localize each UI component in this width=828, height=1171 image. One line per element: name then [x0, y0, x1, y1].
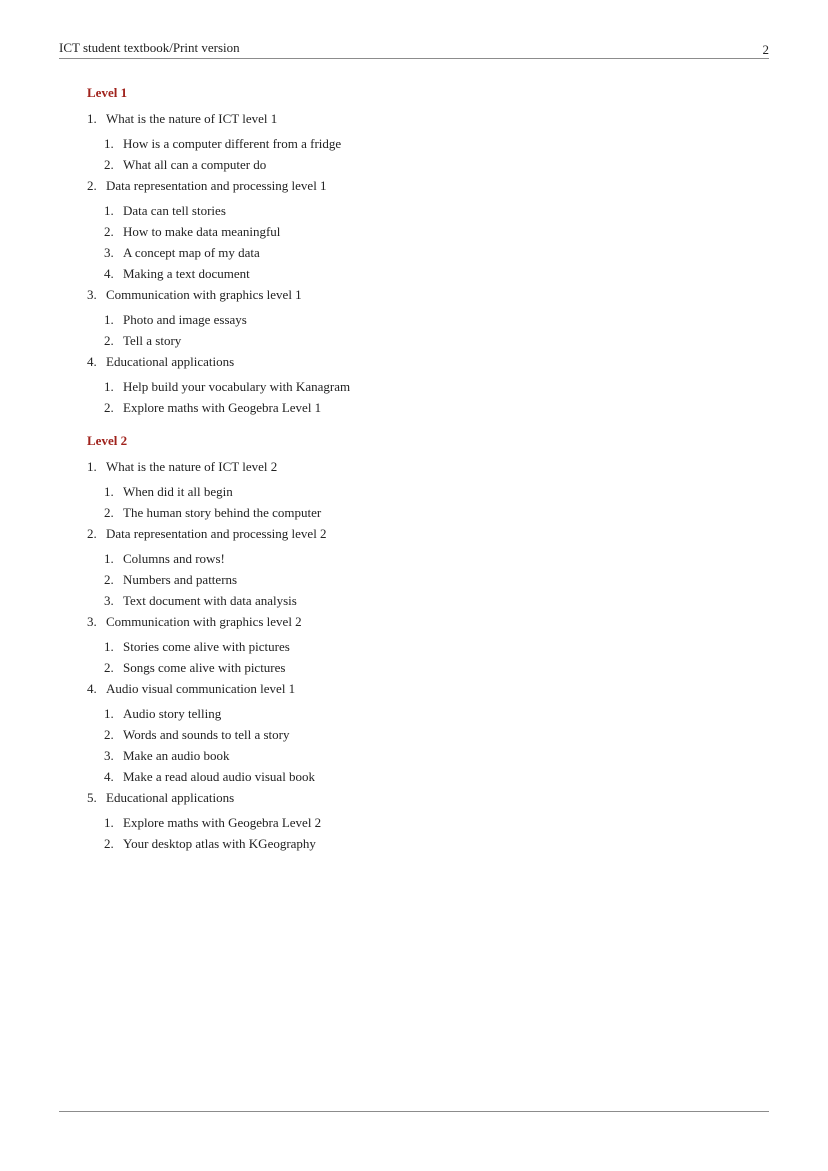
chapter-item[interactable] — [87, 108, 767, 129]
lesson-list — [87, 481, 767, 523]
chapter-number: 2. — [87, 178, 97, 193]
lesson-list — [87, 636, 767, 678]
lesson-number: 2. — [104, 660, 114, 675]
lesson-item[interactable] — [104, 330, 767, 351]
lesson-list — [87, 812, 767, 854]
lesson-title: A concept map of my data — [123, 245, 260, 260]
lesson-title: Songs come alive with pictures — [123, 660, 286, 675]
lesson-item[interactable] — [104, 766, 767, 787]
lesson-title: Making a text document — [123, 266, 250, 281]
lesson-title: Numbers and patterns — [123, 572, 238, 587]
lesson-number: 2. — [104, 727, 114, 742]
chapter-item[interactable] — [87, 787, 767, 808]
page-number: 2 — [762, 42, 769, 57]
lesson-list — [87, 703, 767, 787]
lesson-item[interactable] — [104, 242, 767, 263]
lesson-title: Data can tell stories — [123, 203, 226, 218]
chapter-item[interactable] — [87, 284, 767, 305]
lesson-item[interactable] — [104, 569, 767, 590]
lesson-number: 1. — [104, 639, 114, 654]
lesson-title: When did it all begin — [123, 484, 233, 499]
lesson-title: Columns and rows! — [123, 551, 225, 566]
chapter-item[interactable] — [87, 456, 767, 477]
lesson-number: 1. — [104, 136, 114, 151]
lesson-number: 1. — [104, 815, 114, 830]
page-header — [59, 40, 769, 59]
chapter-title: Audio visual communication level 1 — [106, 681, 296, 696]
lesson-number: 4. — [104, 266, 114, 281]
chapter-title: What is the nature of ICT level 1 — [106, 111, 278, 126]
lesson-title: Your desktop atlas with KGeography — [123, 836, 316, 851]
chapter-title: Communication with graphics level 1 — [106, 287, 302, 302]
lesson-number: 1. — [104, 203, 114, 218]
chapter-number: 4. — [87, 681, 97, 696]
header-title: ICT student textbook/Print version — [59, 40, 240, 55]
lesson-list — [87, 309, 767, 351]
chapter-title: Educational applications — [106, 354, 235, 369]
footer-divider — [59, 1111, 769, 1112]
lesson-number: 1. — [104, 706, 114, 721]
lesson-item[interactable] — [104, 812, 767, 833]
lesson-item[interactable] — [104, 263, 767, 284]
lesson-item[interactable] — [104, 636, 767, 657]
lesson-item[interactable] — [104, 724, 767, 745]
chapter-item[interactable] — [87, 175, 767, 196]
lesson-item[interactable] — [104, 133, 767, 154]
lesson-title: Audio story telling — [123, 706, 222, 721]
lesson-number: 1. — [104, 551, 114, 566]
lesson-title: How is a computer different from a fridge — [123, 136, 342, 151]
lesson-list — [87, 133, 767, 175]
chapter-title: Educational applications — [106, 790, 235, 805]
chapter-item[interactable] — [87, 611, 767, 632]
lesson-title: Make a read aloud audio visual book — [123, 769, 316, 784]
lesson-title: Photo and image essays — [123, 312, 247, 327]
chapter-title: Communication with graphics level 2 — [106, 614, 302, 629]
lesson-title: Stories come alive with pictures — [123, 639, 290, 654]
lesson-title: What all can a computer do — [123, 157, 267, 172]
lesson-item[interactable] — [104, 502, 767, 523]
lesson-number: 3. — [104, 748, 114, 763]
chapter-number: 3. — [87, 614, 97, 629]
chapter-title: Data representation and processing level 2 — [106, 526, 327, 541]
lesson-item[interactable] — [104, 200, 767, 221]
level-heading: Level 1 — [87, 85, 128, 100]
lesson-item[interactable] — [104, 397, 767, 418]
level-section — [87, 432, 767, 854]
lesson-list — [87, 376, 767, 418]
lesson-item[interactable] — [104, 548, 767, 569]
chapter-item[interactable] — [87, 351, 767, 372]
chapter-number: 2. — [87, 526, 97, 541]
lesson-title: The human story behind the computer — [123, 505, 322, 520]
lesson-item[interactable] — [104, 590, 767, 611]
lesson-number: 1. — [104, 379, 114, 394]
lesson-item[interactable] — [104, 309, 767, 330]
chapter-title: Data representation and processing level 1 — [106, 178, 327, 193]
lesson-number: 2. — [104, 572, 114, 587]
lesson-number: 2. — [104, 505, 114, 520]
chapter-title: What is the nature of ICT level 2 — [106, 459, 278, 474]
level-heading: Level 2 — [87, 433, 128, 448]
lesson-title: Words and sounds to tell a story — [123, 727, 290, 742]
chapter-number: 4. — [87, 354, 97, 369]
chapter-number: 1. — [87, 111, 97, 126]
lesson-item[interactable] — [104, 745, 767, 766]
lesson-number: 2. — [104, 224, 114, 239]
lesson-number: 4. — [104, 769, 114, 784]
lesson-title: How to make data meaningful — [123, 224, 281, 239]
lesson-number: 1. — [104, 484, 114, 499]
lesson-list — [87, 548, 767, 611]
lesson-number: 2. — [104, 836, 114, 851]
lesson-number: 2. — [104, 400, 114, 415]
chapter-number: 3. — [87, 287, 97, 302]
lesson-title: Explore maths with Geogebra Level 1 — [123, 400, 322, 415]
lesson-item[interactable] — [104, 376, 767, 397]
lesson-item[interactable] — [104, 481, 767, 502]
lesson-item[interactable] — [104, 221, 767, 242]
table-of-contents — [87, 84, 767, 868]
level-section — [87, 84, 767, 418]
lesson-item[interactable] — [104, 833, 767, 854]
lesson-list — [87, 200, 767, 284]
lesson-item[interactable] — [104, 154, 767, 175]
lesson-number: 2. — [104, 157, 114, 172]
lesson-number: 1. — [104, 312, 114, 327]
lesson-title: Text document with data analysis — [123, 593, 297, 608]
lesson-title: Tell a story — [123, 333, 182, 348]
lesson-item[interactable] — [104, 703, 767, 724]
lesson-number: 3. — [104, 245, 114, 260]
chapter-number: 5. — [87, 790, 97, 805]
lesson-item[interactable] — [104, 657, 767, 678]
chapter-item[interactable] — [87, 678, 767, 699]
lesson-number: 2. — [104, 333, 114, 348]
chapter-number: 1. — [87, 459, 97, 474]
lesson-title: Help build your vocabulary with Kanagram — [123, 379, 351, 394]
chapter-item[interactable] — [87, 523, 767, 544]
lesson-title: Explore maths with Geogebra Level 2 — [123, 815, 322, 830]
lesson-number: 3. — [104, 593, 114, 608]
lesson-title: Make an audio book — [123, 748, 230, 763]
